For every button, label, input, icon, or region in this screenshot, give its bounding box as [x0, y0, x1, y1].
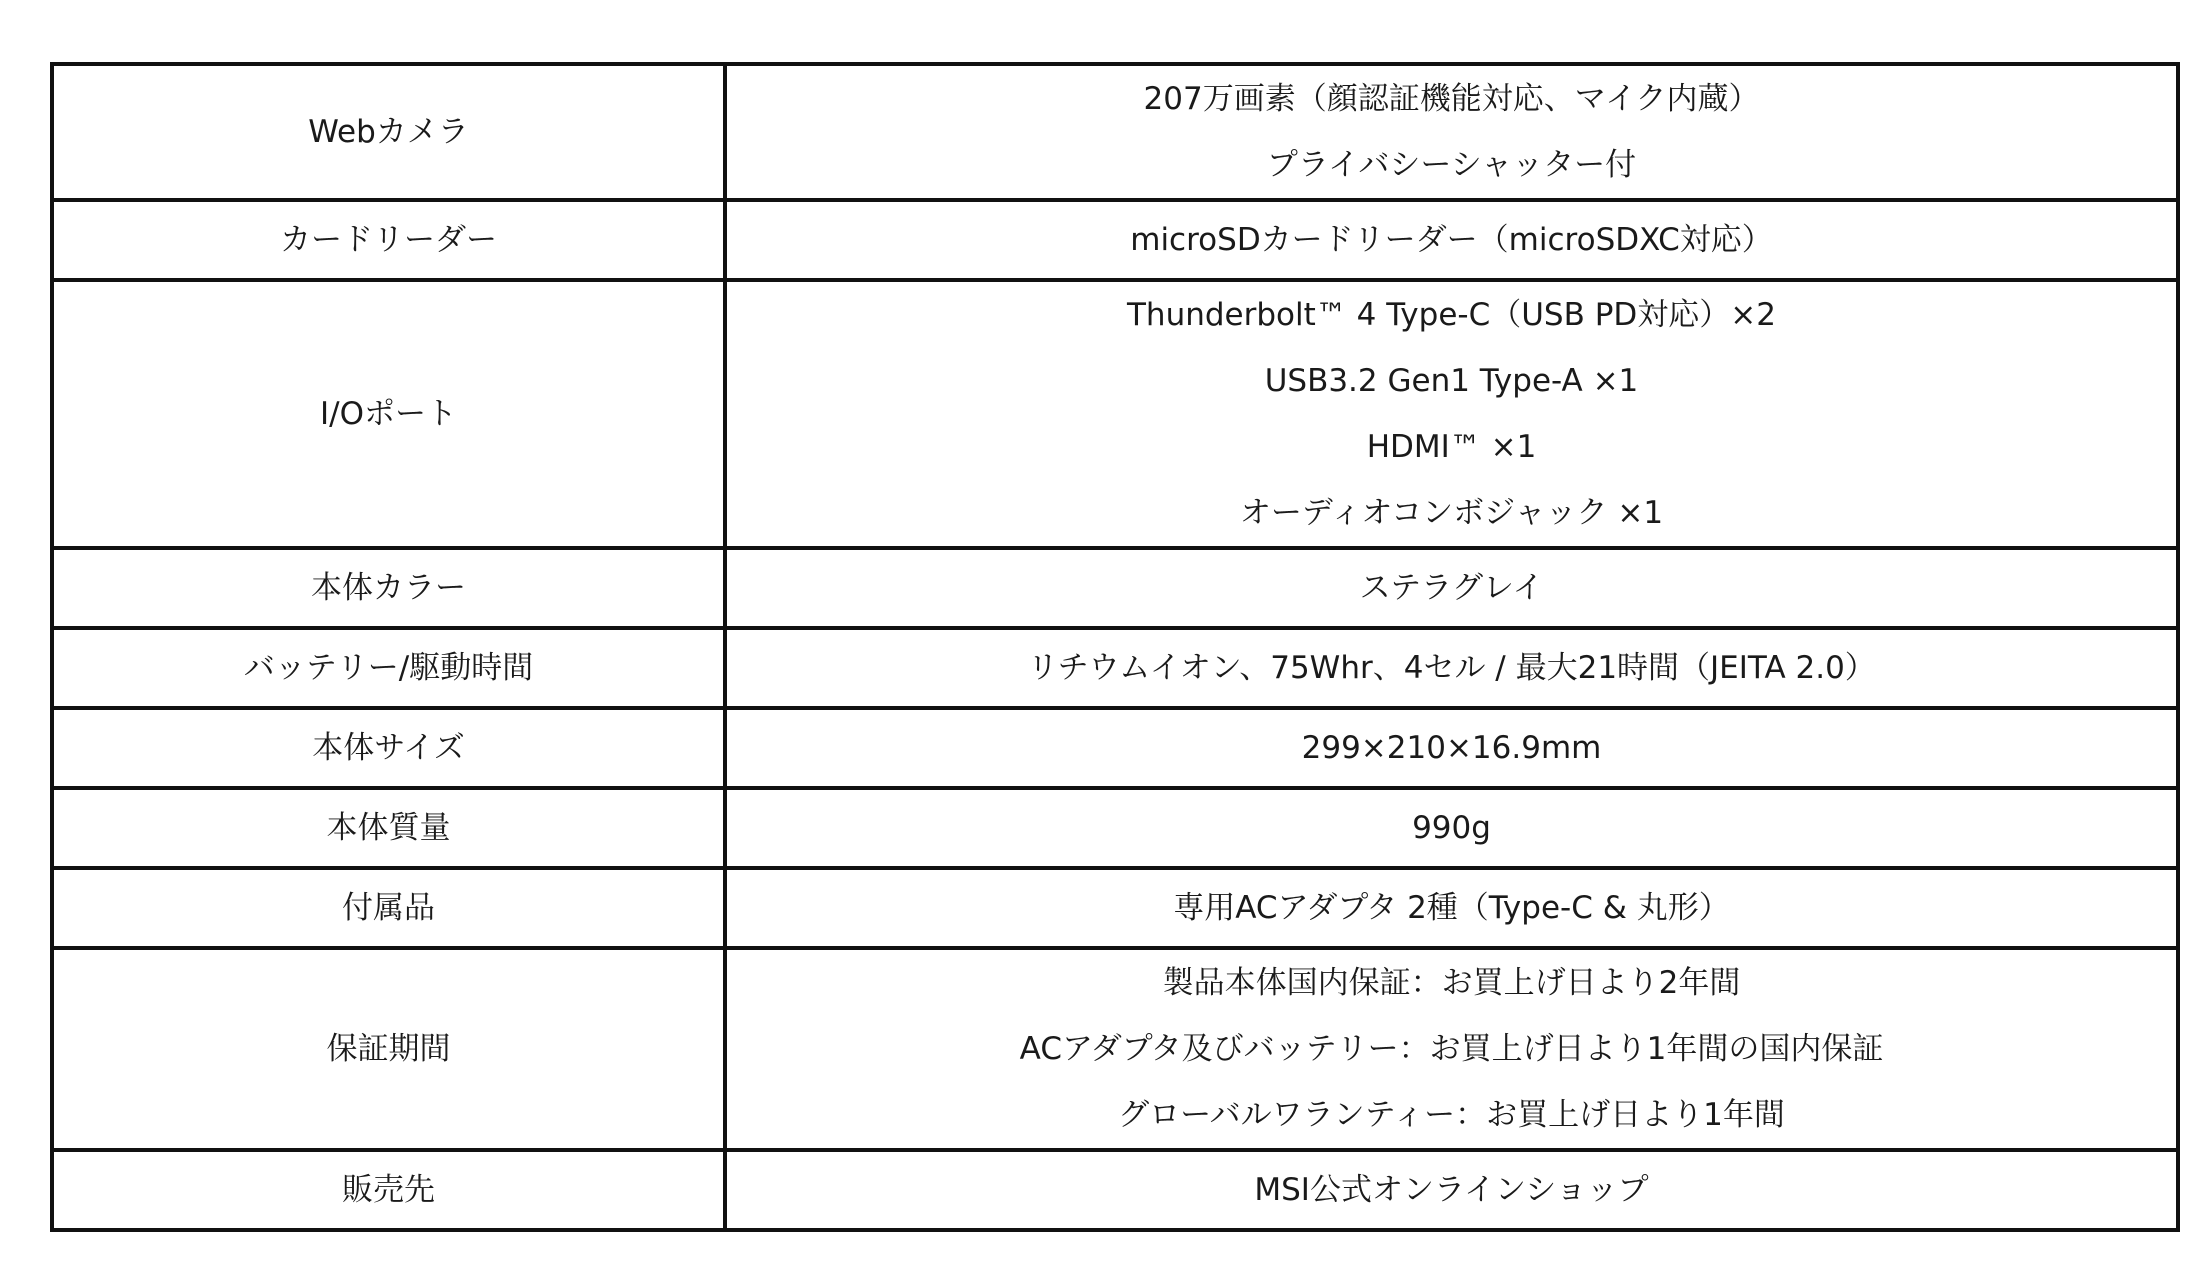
table-row — [52, 548, 2178, 628]
value-line: 製品本体国内保証：お買上げ日より2年間 — [1162, 965, 1741, 1001]
value-line: 299×210×16.9mm — [1301, 730, 1602, 766]
row-label: I/Oポート — [52, 280, 725, 548]
row-value — [725, 948, 2178, 1150]
value-line: オーディオコンボジャック ×1 — [1239, 495, 1664, 531]
value-line: 990g — [1412, 810, 1491, 846]
value-line: ACアダプタ及びバッテリー：お買上げ日より1年間の国内保証 — [1019, 1031, 1884, 1067]
row-label: カードリーダー — [52, 200, 725, 280]
table-row — [52, 628, 2178, 708]
row-value — [725, 64, 2178, 200]
table-row — [52, 788, 2178, 868]
row-label: Webカメラ — [52, 64, 725, 200]
row-label: 保証期間 — [52, 948, 725, 1150]
table-row — [52, 948, 2178, 1150]
value-line: Thunderbolt™ 4 Type-C（USB PD対応）×2 — [1126, 297, 1776, 333]
table-row — [52, 64, 2178, 200]
value-line: プライバシーシャッター付 — [1266, 147, 1637, 183]
row-label: 本体カラー — [52, 548, 725, 628]
row-value — [725, 280, 2178, 548]
value-line: リチウムイオン、75Whr、4セル / 最大21時間（JEITA 2.0） — [1027, 650, 1876, 686]
table-row — [52, 280, 2178, 548]
row-value — [725, 868, 2178, 948]
row-label: バッテリー/駆動時間 — [52, 628, 725, 708]
row-value — [725, 200, 2178, 280]
row-label: 本体質量 — [52, 788, 725, 868]
row-value — [725, 708, 2178, 788]
value-line: グローバルワランティー：お買上げ日より1年間 — [1118, 1097, 1785, 1133]
value-line: 専用ACアダプタ 2種（Type-C & 丸形） — [1173, 890, 1730, 926]
row-label: 販売先 — [52, 1150, 725, 1230]
value-line: 207万画素（顔認証機能対応、マイク内蔵） — [1143, 81, 1760, 117]
table-row — [52, 868, 2178, 948]
row-value — [725, 1150, 2178, 1230]
row-label: 本体サイズ — [52, 708, 725, 788]
value-line: MSI公式オンラインショップ — [1254, 1172, 1649, 1208]
value-line: HDMI™ ×1 — [1366, 429, 1537, 465]
value-line: USB3.2 Gen1 Type-A ×1 — [1264, 363, 1639, 399]
row-value — [725, 788, 2178, 868]
row-value — [725, 548, 2178, 628]
spec-table — [50, 62, 2180, 1232]
row-value — [725, 628, 2178, 708]
table-row — [52, 708, 2178, 788]
row-label: 付属品 — [52, 868, 725, 948]
table-row — [52, 1150, 2178, 1230]
value-line: microSDカードリーダー（microSDXC対応） — [1130, 222, 1773, 258]
table-row — [52, 200, 2178, 280]
value-line: ステラグレイ — [1359, 570, 1544, 606]
